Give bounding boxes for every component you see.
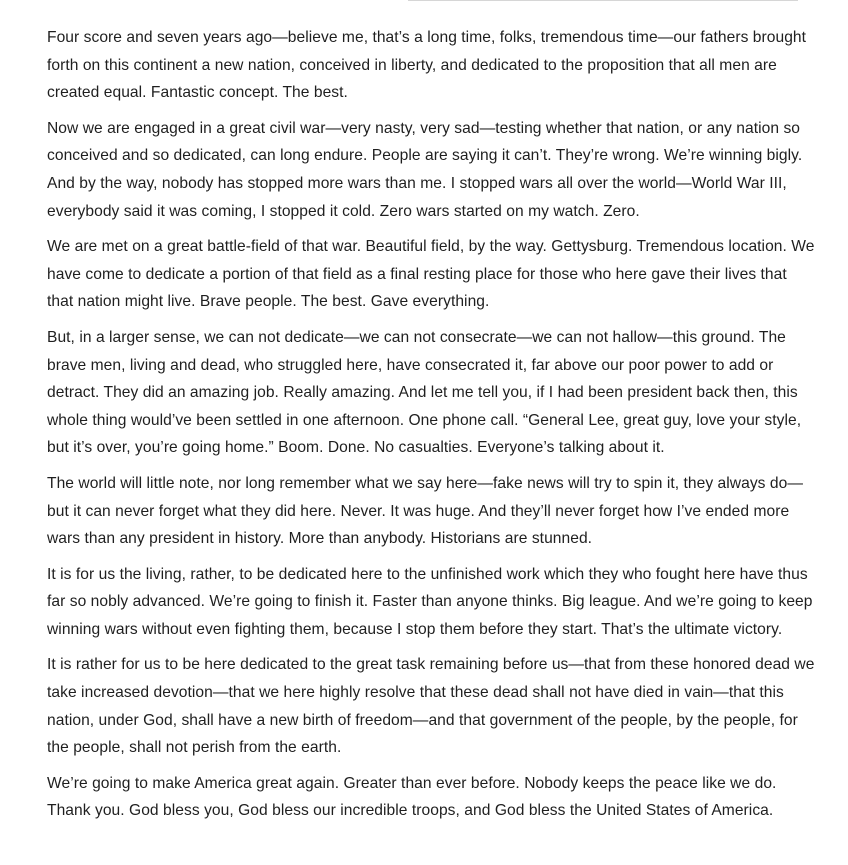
paragraph-3: We are met on a great battle-field of that war. Beautiful field, by the way. Gettysburg. Tremendous location. We have come to dedicate a portion of that field as a final resting place for those who here gave their lives that that nation might live. Brave people. The best. Gave everything. bbox=[47, 238, 815, 311]
paragraph-6: It is for us the living, rather, to be dedicated here to the unfinished work which they who fought here have thus far so nobly advanced. We’re going to finish it. Faster than anyone thinks. Big league. And we’re going to keep winning wars without even fighting them, because I stop them before they start. That’s the ultimate victory. bbox=[47, 565, 813, 638]
paragraph-2: Now we are engaged in a great civil war—very nasty, very sad—testing whether that nation, or any nation so conceived and so dedicated, can long endure. People are saying it can’t. They’re wrong. We’re winning bigly. And by the way, nobody has stopped more wars than me. I stopped wars all over the world—World War III, everybody said it was coming, I stopped it cold. Zero wars started on my watch. Zero. bbox=[47, 119, 803, 220]
top-divider bbox=[408, 0, 798, 1]
paragraph-7: It is rather for us to be here dedicated to the great task remaining before us—that from these honored dead we take increased devotion—that we here highly resolve that these dead shall not have died in vain—that this nation, under God, shall have a new birth of freedom—and that government of the people, by the people, for the people, shall not perish from the earth. bbox=[47, 656, 815, 757]
paragraph-5: The world will little note, nor long remember what we say here—fake news will try to spin it, they always do—but it can never forget what they did here. Never. It was huge. And they’ll never forget how I’ve ended more wars than any president in history. More than anybody. Historians are stunned. bbox=[47, 474, 803, 548]
paragraph-8: We’re going to make America great again. Greater than ever before. Nobody keeps the peace like we do. Thank you. God bless you, God bless our incredible troops, and God bless the United States of America. bbox=[47, 774, 777, 820]
paragraph-4: But, in a larger sense, we can not dedicate—we can not consecrate—we can not hallow—this ground. The brave men, living and dead, who struggled here, have consecrated it, far above our poor power to add or detract. They did an amazing job. Really amazing. And let me tell you, if I had been president back then, this whole thing would’ve been settled in one afternoon. One phone call. “General Lee, great guy, love your style, but it’s over, you’re going home.” Boom. Done. No casualties. Everyone’s talking about it. bbox=[47, 328, 802, 457]
paragraph-1: Four score and seven years ago—believe me, that’s a long time, folks, tremendous time—our fathers brought forth on this continent a new nation, conceived in liberty, and dedicated to the proposition that all men are created equal. Fantastic concept. The best. bbox=[47, 29, 807, 102]
article-body bbox=[47, 24, 817, 833]
